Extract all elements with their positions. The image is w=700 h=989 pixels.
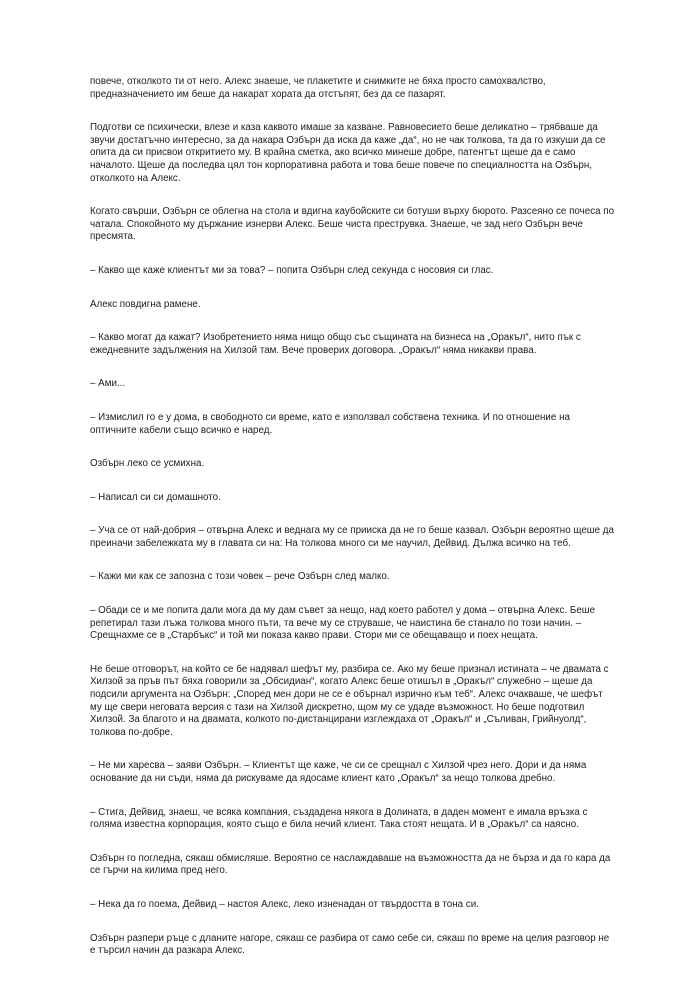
- paragraph: – Стига, Дейвид, знаеш, че всяка компания, създадена някога в Долината, в даден момент е имала връзка с голяма известна корпорация, която също е била нечий клиент. Така стоят нещата. И в „Оракъл“ са наясно.: [90, 806, 588, 831]
- paragraph: Когато свърши, Озбърн се облегна на стола и вдигна каубойските си ботуши върху бюрото. Разсеяно се почеса по чатала. Спокойното му държание изнерви Алекс. Беше чиста преструвка. Знаеше, че зад него Озбърн вече пресмята.: [90, 206, 615, 243]
- paragraph: Не беше отговорът, на който се бе надявал шефът му, разбира се. Ако му беше признал истината – че двамата с Хилзой за пръв път бяха говорили за „Обсидиан“, когато Алекс беше отишъл в „Оракъл“ служебно – щеше да подсили аргумента на Озбърн: „Според мен дори не се е обърнал изрично към теб“. Алекс очакваше, че шефът му ще свери неговата версия с тази на Хилзой дискретно, щом му се удаде възможност. Но беше подготвил Хилзой. За благото и на двамата, колкото по-дистанцирани изглеждаха от „Оракъл“ и „Съливан, Грийнуолд“, толкова по-добре.: [90, 663, 609, 738]
- paragraph: – Какво ще каже клиентът ми за това? – попита Озбърн след секунда с носовия си глас.: [90, 264, 494, 276]
- paragraph: Алекс повдигна рамене.: [90, 298, 201, 310]
- paragraph: – Уча се от най-добрия – отвърна Алекс и веднага му се прииска да не го беше казвал. Озбърн вероятно щеше да преиначи забележката му в главата си на: На толкова много си ме научил, Дейвид. Дължа всичко на теб.: [90, 525, 614, 549]
- paragraph: – Измислил го е у дома, в свободното си време, като е използвал собствена техника. И по отношение на оптичните кабели също всичко е наред.: [90, 411, 570, 436]
- paragraph: – Не ми харесва – заяви Озбърн. – Клиентът ще каже, че си се срещнал с Хилзой чрез него. Дори и да няма основание да ни съди, няма да рискуваме да ядосаме клиент като „Оракъл“ за нещо толкова дребно.: [90, 760, 587, 784]
- paragraph: – Обади се и ме попита дали мога да му дам съвет за нещо, над което работел у дома – отвърна Алекс. Беше репетирал тази лъжа толкова много пъти, та вече му се струваше, че наистина бе станало по този начин. – Срещнахме се в „Старбъкс“ и той ми показа какво прави. Стори ми се обещаващо и поех нещата.: [90, 605, 596, 642]
- paragraph: – Какво могат да кажат? Изобретението няма нищо общо със същината на бизнеса на „Оракъл“, нито пък с ежедневните задължения на Хилзой там. Вече проверих договора. „Оракъл“ няма никакви права.: [90, 332, 581, 356]
- paragraph: Озбърн го погледна, сякаш обмисляше. Вероятно се наслаждаваше на възможността да не бърза и да го кара да се гърчи на килима пред него.: [90, 852, 611, 877]
- paragraph: – Нека да го поема, Дейвид – настоя Алекс, леко изненадан от твърдостта в тона си.: [90, 898, 479, 910]
- paragraph: Озбърн разпери ръце с дланите нагоре, сякаш се разбира от само себе си, сякаш по време на целия разговор не е търсил начин да разкара Алекс.: [90, 932, 610, 957]
- paragraph: – Ами...: [90, 378, 126, 390]
- paragraph: Озбърн леко се усмихна.: [90, 458, 205, 470]
- paragraph: Подготви се психически, влезе и каза каквото имаше за казване. Равновесието беше деликатно – трябваше да звучи достатъчно интересно, за да накара Озбърн да иска да каже „да“, но не чак толкова, та да го изкуши да се опита да си присвои откритието му. В крайна сметка, ако всичко минеше добре, патентът щеше да е само началото. Щеше да последва цял тон корпоративна работа и това беше повече по специалността на Озбърн, отколкото на Алекс.: [90, 122, 606, 184]
- paragraph: – Кажи ми как се запозна с този човек – рече Озбърн след малко.: [90, 571, 390, 583]
- paragraph: повече, отколкото ти от него. Алекс знаеше, че плакетите и снимките не бяха просто самохвалство, предназначението им беше да накарат хората да отстъпят, без да се пазарят.: [90, 76, 546, 100]
- paragraph: – Написал си си домашното.: [90, 491, 221, 503]
